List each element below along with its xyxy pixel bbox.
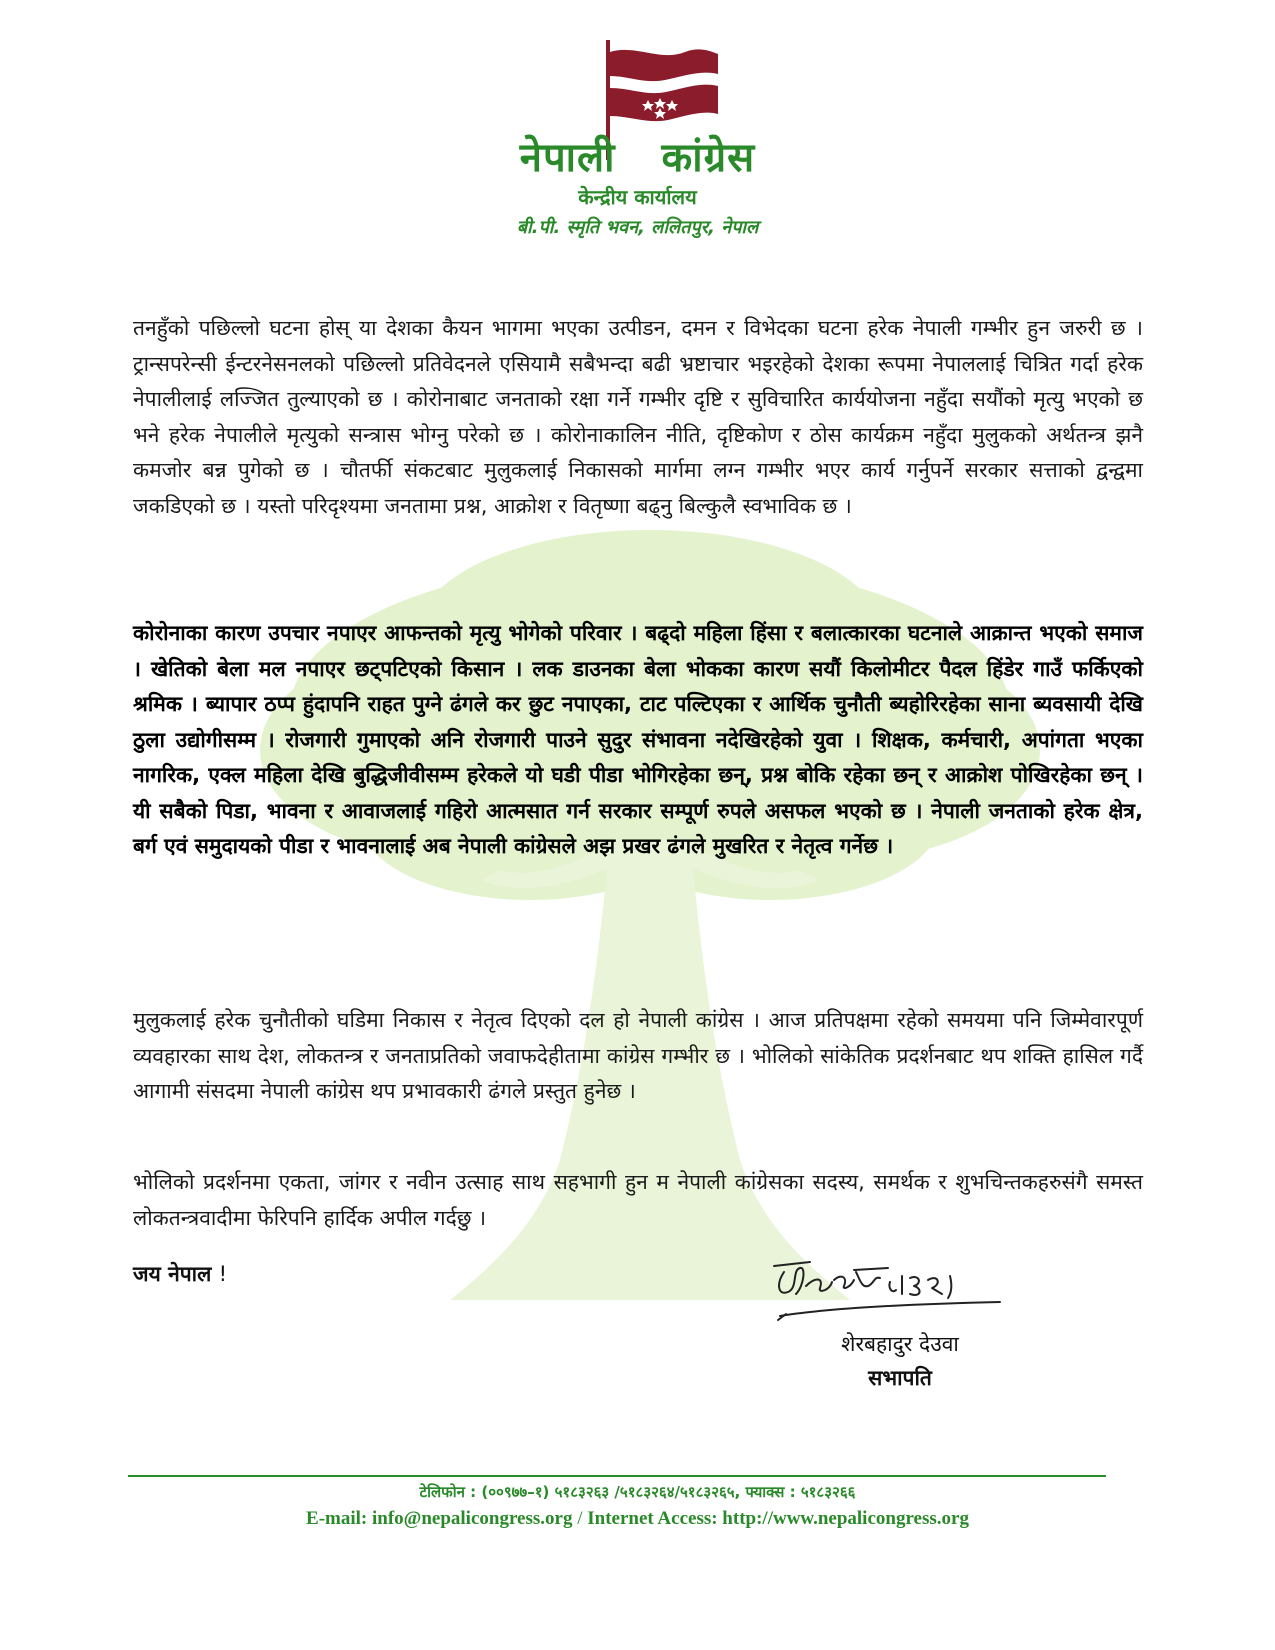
footer-phone: टेलिफोन : (००९७७–१) ५१८३२६३ /५१८३२६४/५१८३२६५, फ्याक्स : ५१८३२६६ (419, 1483, 856, 1501)
org-name-right: कांग्रेस (661, 135, 756, 181)
body-paragraph-3: मुलुकलाई हरेक चुनौतीको घडिमा निकास र नेतृत्व दिएको दल हो नेपाली कांग्रेस । आज प्रतिपक्षमा रहेको समयमा पनि जिम्मेवारपूर्ण व्यवहारका साथ देश, लोकतन्त्र र जनताप्रतिको जवाफदेहीतामा कांग्रेस गम्भीर छ । भोलिको सांकेतिक प्रदर्शनबाट थप शक्ति हासिल गर्दै आगामी संसदमा नेपाली कांग्रेस थप प्रभावकारी ढंगले प्रस्तुत हुनेछ । (133, 1008, 1143, 1103)
closing-mark: ! (218, 1262, 228, 1286)
footer-email[interactable]: E-mail: info@nepalicongress.org (306, 1508, 573, 1529)
footer-website[interactable]: Internet Access: http://www.nepalicongress.org (587, 1508, 969, 1529)
footer-separator: / (577, 1508, 583, 1529)
organization-name (0, 128, 1275, 183)
signatory-title: सभापति (868, 1366, 932, 1390)
office-address: बी.पी. स्मृति भवन, ललितपुर, नेपाल (516, 217, 759, 238)
footer-divider (128, 1475, 1106, 1477)
office-name: केन्द्रीय कार्यालय (578, 185, 697, 209)
org-name-left: नेपाली (519, 135, 616, 181)
closing-text: जय नेपाल (133, 1262, 212, 1286)
body-paragraph-1: तनहुँको पछिल्लो घटना होस् या देशका कैयन भागमा भएका उत्पीडन, दमन र विभेदका घटना हरेक नेपाली गम्भीर हुन जरुरी छ । ट्रान्सपरेन्सी ईन्टरनेसनलको पछिल्लो प्रतिवेदनले एसियामै सबैभन्दा बढी भ्रष्टाचार भइरहेको देशका रूपमा नेपाललाई चित्रित गर्दा हरेक नेपालीलाई लज्जित तुल्याएको छ । कोरोनाबाट जनताको रक्षा गर्ने गम्भीर दृष्टि र सुविचारित कार्ययोजना नहुँदा सयौंको मृत्यु भएको छ भने हरेक नेपालीले मृत्युको सन्त्रास भोग्नु परेको छ । कोरोनाकालिन नीति, दृष्टिकोण र ठोस कार्यक्रम नहुँदा मुलुकको अर्थतन्त्र झनै कमजोर बन्न पुगेको छ । चौतर्फी संकटबाट मुलुकलाई निकासको मार्गमा लग्न गम्भीर भएर कार्य गर्नुपर्ने सरकार सत्ताको द्वन्द्वमा जकडिएको छ । यस्तो परिदृश्यमा जनतामा प्रश्न, आक्रोश र वितृष्णा बढ्नु बिल्कुलै स्वभाविक छ । (133, 316, 1143, 518)
body-paragraph-4: भोलिको प्रदर्शनमा एकता, जांगर र नवीन उत्साह साथ सहभागी हुन म नेपाली कांग्रेसका सदस्य, समर्थक र शुभचिन्तकहरुसंगै समस्त लोकतन्त्रवादीमा फेरिपनि हार्दिक अपील गर्दछु । (133, 1170, 1143, 1230)
body-paragraph-2: कोरोनाका कारण उपचार नपाएर आफन्तको मृत्यु भोगेको परिवार । बढ्दो महिला हिंसा र बलात्कारका घटनाले आक्रान्त भएको समाज । खेतिको बेला मल नपाएर छट्पटिएको किसान । लक डाउनका बेला भोकका कारण सयौं किलोमीटर पैदल हिंडेर गाउँ फर्किएको श्रमिक । ब्यापार ठप्प हुंदापनि राहत पुग्ने ढंगले कर छुट नपाएका, टाट पल्टिएका र आर्थिक चुनौती ब्यहोरिरहेका साना ब्यवसायी देखि ठुला उद्योगीसम्म । रोजगारी गुमाएको अनि रोजगारी पाउने सुदुर संभावना नदेखिरहेको युवा । शिक्षक, कर्मचारी, अपांगता भएका नागरिक, एक्ल महिला देखि बुद्धिजीवीसम्म हरेकले यो घडी पीडा भोगिरहेका छन्, प्रश्न बोकि रहेका छन् र आक्रोश पोखिरहेका छन् । यी सबैको पिडा, भावना र आवाजलाई गहिरो आत्मसात गर्न सरकार सम्पूर्ण रुपले असफल भएको छ । नेपाली जनताको हरेक क्षेत्र, बर्ग एवं समुदायको पीडा र भावनालाई अब नेपाली कांग्रेसले अझ प्रखर ढंगले मुखरित र नेतृत्व गर्नेछ । (133, 621, 1143, 858)
closing-salutation (133, 1260, 227, 1288)
handwritten-signature (770, 1250, 1010, 1340)
footer-contact (0, 1508, 1275, 1530)
signatory-name: शेरबहादुर देउवा (841, 1332, 959, 1356)
